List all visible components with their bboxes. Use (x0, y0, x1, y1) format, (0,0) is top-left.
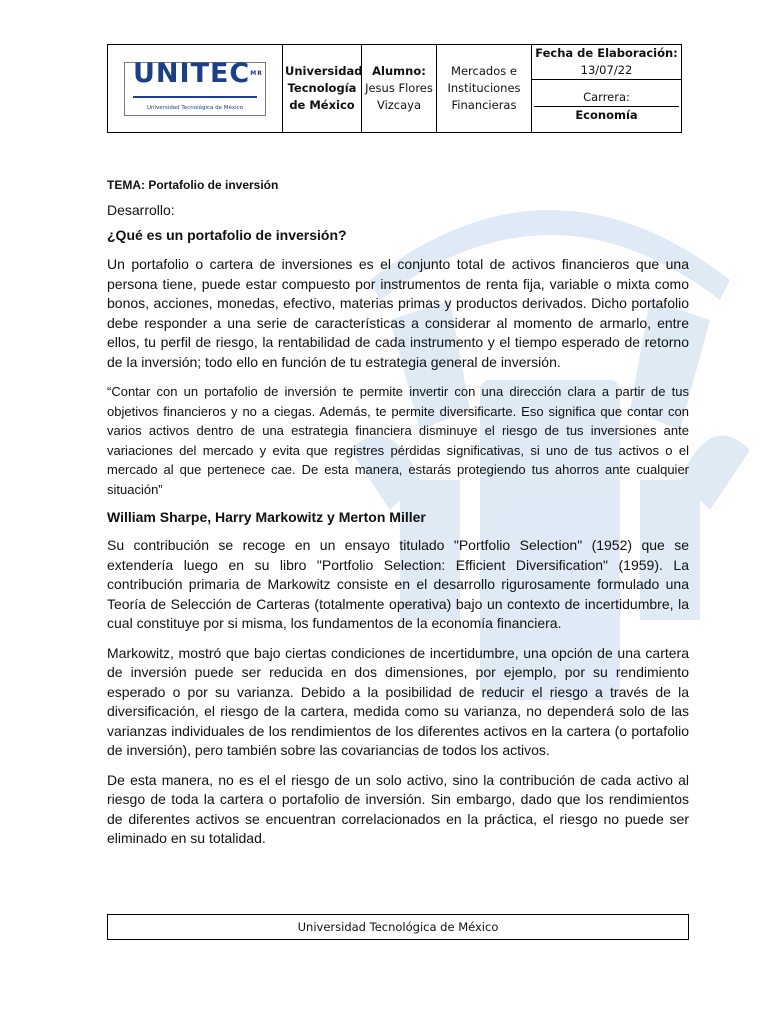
student-name: Jesus Flores Vizcaya (365, 81, 433, 112)
paragraph-3: Markowitz, mostró que bajo ciertas condiciones de incertidumbre, una opción de una cartera de inversión puede ser reducida en dos dimensiones, por ejemplo, por su rendimiento esperado o por su varianza. Debido a la posibilidad de reducir el riesgo a través de la diversificación, el riesgo de la cartera, medida como su varianza, no dependerá solo de las varianzas individuales de los rendimientos de los diferentes activos en la cartera (o portafolio de inversión), pero también sobre las covariancias de todos los activos. (107, 644, 689, 758)
logo-cell (108, 45, 283, 133)
paragraph-4: De esta manera, no es el el riesgo de un solo activo, sino la contribución de cada activo al riesgo de toda la cartera o portafolio de inversión. Sin embargo, dado que los rendimientos de diferentes activos se encuentran correlacionados en la práctica, el riesgo no puede ser eliminado en su totalidad. (107, 771, 689, 846)
section-label: Desarrollo: (107, 202, 175, 218)
authors-heading: William Sharpe, Harry Markowitz y Merton Miller (107, 509, 426, 525)
career-label: Carrera: (534, 89, 679, 107)
student-label: Alumno: (372, 64, 426, 78)
student-cell (362, 45, 437, 133)
topic-title: TEMA: Portafolio de inversión (107, 178, 279, 192)
unitec-logo: $UNITEC^{MR}$ Universidad Tecnológica de México (124, 62, 266, 116)
date-label: Fecha de Elaboración: (535, 46, 678, 60)
date-cell (532, 45, 682, 80)
question-heading: ¿Qué es un portafolio de inversión? (107, 227, 347, 243)
paragraph-2: Su contribución se recoge en un ensayo titulado "Portfolio Selection" (1952) que se extendería luego en su libro "Portfolio Selection: Efficient Diversification" (1959). La contribución primaria de Markowitz consiste en el desarrollo rigurosamente formulado una Teoría de Selección de Carteras (totalmente operativa) bajo un contexto de incertidumbre, la cual constituye por si misma, los fundamentos de la economía financiera. (107, 537, 689, 631)
university-name: Universidad Tecnología de México (283, 45, 362, 133)
header-table (107, 44, 682, 133)
document-body (107, 178, 689, 859)
footer-box: Universidad Tecnológica de México (107, 914, 689, 940)
quote-paragraph: “Contar con un portafolio de inversión te permite invertir con una dirección clara a partir de tus objetivos financieros y no a ciegas. Además, te permite diversificarte. Eso significa que contar con varios activos dentro de una estrategia financiera disminuye el riesgo de tus inversiones ante variaciones del mercado y evita que registres pérdidas significativas, si uno de tus activos o el mercado al que pertenece cae. De esta manera, estarás protegiendo tus ahorros ante cualquier situación” (107, 384, 689, 497)
paragraph-1: Un portafolio o cartera de inversiones es el conjunto total de activos financieros que una persona tiene, puede estar compuesto por instrumentos de renta fija, variable o mixta como bonos, acciones, monedas, efectivo, materias primas y productos derivados. Dicho portafolio debe responder a una serie de características a considerar al momento de armarlo, entre ellos, tu perfil de riesgo, la rentabilidad de cada instrumento y el tiempo esperado de retorno de la inversión; todo ello en función de tu estrategia general de inversión. (107, 256, 689, 370)
subject: Mercados e Instituciones Financieras (437, 45, 532, 133)
career-cell (532, 80, 682, 133)
date-value: 13/07/22 (580, 63, 633, 77)
career-value: Economía (575, 107, 638, 122)
